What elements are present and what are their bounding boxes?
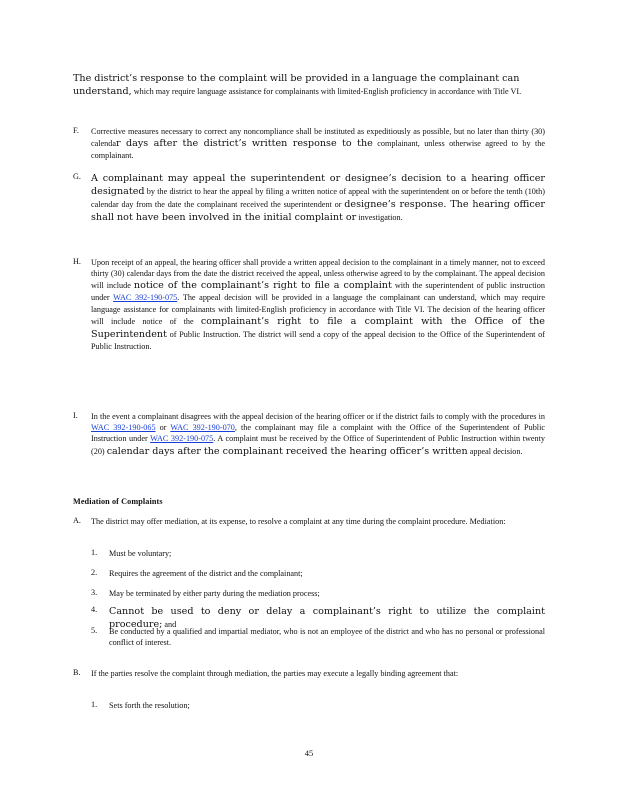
mediation-b-label: B. [73, 668, 81, 677]
mediation-item-text-run: Requires the agreement of the district and the complainant; [109, 569, 303, 578]
item-g-label: G. [73, 172, 81, 181]
mediation-item-text-run: Must be voluntary; [109, 549, 172, 558]
mediation-b-text: If the parties resolve the complaint through mediation, the parties may execute a legally binding agreement that: [91, 669, 459, 678]
item-text-run: , the complainant may file a complaint with the Office of the Superintendent of Public Instruction under [91, 423, 545, 444]
item-text-run: appeal decision. [467, 446, 523, 456]
item-text-run: complainant, unless otherwise agreed to by the complainant. [91, 139, 545, 161]
mediation-item-5-label: 5. [91, 626, 98, 635]
wac-reference-link[interactable]: WAC 392-190-075 [150, 434, 214, 444]
intro-rest: which may require language assistance for complainants with limited-English proficiency in accordance with Title VI. [133, 87, 522, 96]
wac-reference-link[interactable]: WAC 392-190-070 [170, 423, 235, 433]
item-text-run: investigation. [356, 213, 403, 222]
mediation-a-text: The district may offer mediation, at its expense, to resolve a complaint at any time during the complaint procedure. Mediation: [91, 517, 506, 526]
mediation-b-item-1-text [109, 700, 545, 711]
item-text-run: A complainant may appeal the superintendent or designee’s decision to a hearing officer designated [91, 173, 545, 197]
item-text-run: or [155, 423, 171, 433]
item-text-run: of Public Instruction. The district will send a copy of the appeal decision to the Office of the Superintendent of Public Instruction. [91, 329, 545, 351]
intro-lead: The district’s response to the complaint will be provided in a language the complainant can understand, [73, 73, 520, 97]
mediation-item-2 [91, 568, 545, 579]
item-text-run: designee’s response. The hearing officer shall not have been involved in the initial complaint or [91, 199, 545, 223]
item-i [73, 411, 545, 458]
item-text-run: complainant’s right to file a complaint with the Office of the Superintendent [91, 315, 545, 340]
mediation-item-3 [91, 588, 545, 599]
mediation-item-text-run: Be conducted by a qualified and impartial mediator, who is not an employee of the district and who has no personal or professional conflict of interest. [109, 627, 545, 648]
item-f-text [91, 126, 545, 161]
item-text-run: notice of the complainant’s right to file a complaint [133, 280, 392, 292]
mediation-b [73, 668, 545, 679]
item-text-run: r days after the district’s written response to the [116, 138, 373, 150]
item-text-run: calendar days after the complainant received the hearing officer’s written [106, 445, 468, 457]
mediation-item-text-run: and [162, 620, 177, 629]
item-i-label: I. [73, 411, 78, 420]
mediation-b-item-1-label: 1. [91, 700, 98, 709]
page-number: 45 [304, 748, 314, 758]
mediation-b-item-text-run: Sets forth the resolution; [109, 701, 190, 710]
item-text-run: . The appeal decision will be provided in a language the complainant can understand, which may require language assistance for complainants with limited-English proficiency in accordance with Title VI. The decision of the hearing officer will include notice of the [91, 293, 545, 326]
item-g [73, 172, 545, 224]
mediation-item-3-label: 3. [91, 588, 98, 597]
item-f [73, 126, 545, 161]
mediation-item-2-text [109, 568, 545, 579]
item-h [73, 257, 545, 352]
item-text-run: Upon receipt of an appeal, the hearing officer shall provide a written appeal decision to the complainant in a timely manner, not to exceed thirty (30) calendar days from the date the district received the appeal, unless otherwise agreed to by the complainant. The appeal decision will include [91, 258, 545, 291]
intro-paragraph [73, 72, 545, 98]
wac-reference-link[interactable]: WAC 392-190-075 [113, 293, 178, 303]
item-text-run: In the event a complainant disagrees with the appeal decision of the hearing officer or if the district fails to comply with the procedures in [91, 412, 545, 421]
mediation-item-text-run: Cannot be used to deny or delay a complainant’s right to utilize the complaint procedure; [109, 606, 545, 630]
mediation-item-1-text [109, 548, 545, 559]
wac-reference-link[interactable]: WAC 392-190-065 [91, 423, 156, 433]
item-g-text [91, 172, 545, 224]
mediation-a [73, 516, 545, 527]
mediation-item-4-label: 4. [91, 605, 98, 614]
item-i-text [91, 411, 545, 458]
item-h-label: H. [73, 257, 81, 266]
mediation-item-5 [91, 626, 545, 648]
item-h-text [91, 257, 545, 352]
item-text-run: . A complaint must be received by the Office of Superintendent of Public Instruction within twenty (20) [91, 434, 545, 456]
mediation-b-item-1 [91, 700, 545, 711]
item-text-run: Corrective measures necessary to correct any noncompliance shall be instituted as expeditiously as possible, but no later than thirty (30) calenda [91, 127, 545, 149]
mediation-item-3-text [109, 588, 545, 599]
mediation-item-2-label: 2. [91, 568, 98, 577]
item-text-run: with the superintendent of public instruction under [91, 281, 545, 303]
mediation-a-label: A. [73, 516, 81, 525]
item-f-label: F. [73, 126, 79, 135]
mediation-item-5-text [109, 626, 545, 648]
item-text-run: by the district to hear the appeal by filing a written notice of appeal with the superintendent on or before the tenth (10th) calendar day from the date the complainant received the superintendent or [91, 187, 545, 209]
mediation-heading: Mediation of Complaints [73, 497, 163, 506]
mediation-item-1-label: 1. [91, 548, 98, 557]
mediation-item-text-run: May be terminated by either party during the mediation process; [109, 589, 320, 598]
mediation-item-1 [91, 548, 545, 559]
